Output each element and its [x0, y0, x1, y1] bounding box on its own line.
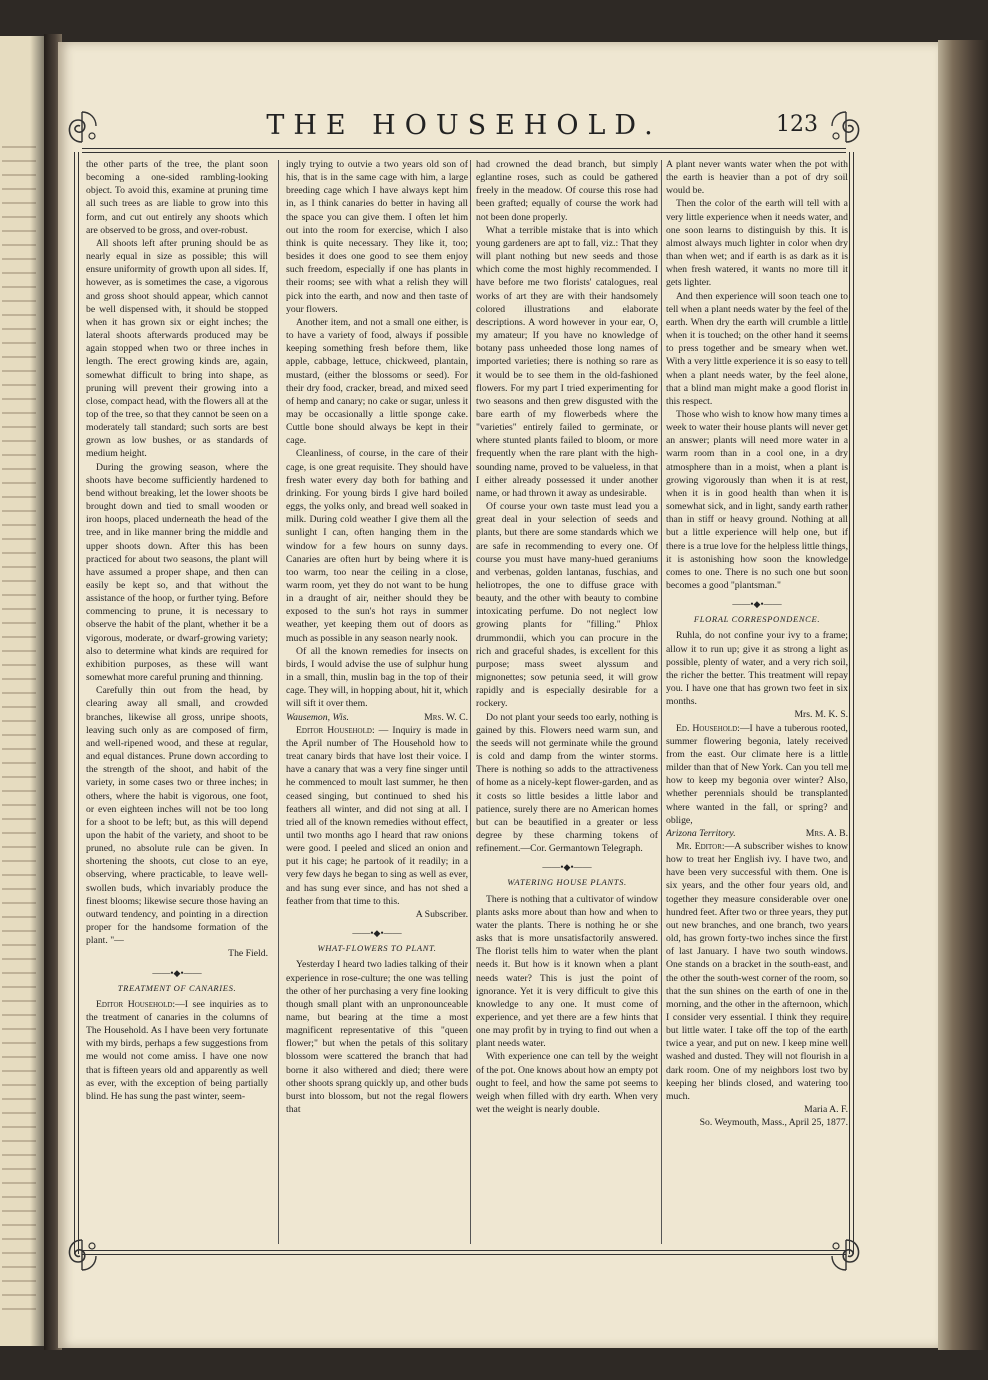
- letter-salutation: Editor Household: [296, 724, 372, 736]
- paragraph: [666, 840, 848, 1103]
- paragraph: [476, 224, 658, 500]
- paragraph-text: Do not plant your seeds too early, nothing is gained by this. Flowers need warm sun, and the seeds will not germinate while the ground is cold and damp from the winter storms. There is nothing so adds to the attractiveness of home as a nicely-kept flower-garden, and as it costs so little besides a little labor and patience, surely there are no American homes but can be beautified in a greater or less degree by these charming tokens of refinement.—Cor. Germantown Telegraph.: [476, 711, 658, 855]
- section-heading: WATERING HOUSE PLANTS.: [507, 877, 627, 888]
- paragraph: [666, 629, 848, 708]
- column-4: [666, 158, 848, 1246]
- paragraph: [666, 197, 848, 289]
- paragraph-text: Another item, and not a small one either, is to have a variety of food, always if possible keeping something fresh before them, like apple, cabbage, lettuce, chickweed, plantain, mustard, (either the blossoms or seed). For their dry food, cracker, bread, and mixed seed of hemp and canary; no cake or sugar, unless it may be occasionally a little sponge cake. Cuttle bone should always be kept in their cage.: [286, 316, 468, 447]
- paragraph: [286, 158, 468, 316]
- section-heading: FLORAL CORRESPONDENCE.: [693, 614, 821, 625]
- paragraph-text: ingly trying to outvie a two years old son of his, that is in the same cage with him, a large breeding cage which I have always kept him in, as I think canaries do better in having all the space you can give them. I often let him out into the room for exercise, which I also think is quite necessary. They like it, too; besides it does one good to see them enjoy such freedom, especially if one has plants in their rooms; see with what a relish they will pick into the earth, and now and then taste of your flowers.: [286, 159, 468, 315]
- section-heading: TREATMENT OF CANARIES.: [117, 982, 237, 993]
- section-flourish: ——•◆•——: [152, 967, 202, 978]
- paragraph: [666, 290, 848, 408]
- column-3: [476, 158, 658, 1246]
- signature-place: Arizona Territory.: [666, 827, 736, 839]
- frame-rule-bottom: [82, 1250, 846, 1251]
- column-rule: [278, 160, 279, 1244]
- paragraph: [666, 408, 848, 592]
- paragraph-text: Yesterday I heard two ladies talking of their experience in rose-culture; the one was telling the other of her purchasing a very fine looking though small plant with an unpronounceable name, but bearing at the time a most magnificent representative of this "queen flower;" but when the petals of this solitary blossom were scattered the branch that had borne it also withered and died; there were other shoots sprang quickly up, and other buds burst into blossom, but not the regal flowers that: [286, 959, 468, 1116]
- letter-salutation: Ed. Household: [676, 722, 738, 734]
- section-flourish: ——•◆•——: [732, 599, 782, 610]
- paragraph-text: During the growing season, where the shoots have become sufficiently hardened to bend without breaking, let the lower shoots be brought down and tied to small wooden or iron hoops, placed underneath the head of the tree, and in like manner bring the middle and upper shoots down. After this has been practiced for about two seasons, the plant will have assumed a proper shape, and then can easily be kept so, and that without the assistance of the hoop, or further tying. Before commencing to prune, it is necessary to observe the habit of the plant, whether it be a vigorous, moderate, or dwarf-growing variety; also to determine what kinds are required for exhibition purposes, as these will want somewhat more careful pruning and thinning.: [86, 461, 268, 684]
- signature: Maria A. F.: [804, 1104, 848, 1116]
- paragraph: [86, 684, 268, 947]
- paragraph: [476, 158, 658, 224]
- page: [58, 42, 938, 1348]
- column-rule: [661, 160, 662, 1244]
- page-frame: [70, 100, 858, 1260]
- paragraph-text: :—A subscriber wishes to know how to treat her English ivy. I have two, and have been very successful with them. One is six years, and the other four years old, and together they measure considerable over one hundred feet. After two or three years, they put out new branches, and one branch, two years old, has grown forty-two inches since the first of last January. I have two south windows. One stands on a bracket in the south-east, and the other the south-west corner of the room, so that the sun shines on the earth of one in the morning, and the other in the afternoon, which I consider very essential. I think they require but little water. I take off the top of the earth twice a year, and put on new. I keep mine well washed and dusted. They will not flourish in a dark room. One of my neighbors lost two by keeping her blinds closed, and watering too much.: [666, 840, 848, 1102]
- paragraph: [666, 158, 848, 197]
- page-number: 123: [776, 112, 818, 137]
- paragraph: [86, 158, 268, 237]
- paragraph-text: Of course your own taste must lead you a great deal in your selection of seeds and plants, but there are some standards which we are safe in recommending to every one. Of course you must have many-hued geraniums and verbenas, golden lantanas, fuschias, and heliotropes, the one to diffuse grace with beauty, and the other with beauty to combine intoxicating perfume. Do not neglect low growing plants for "filling." Phlox drummondii, which you can procure in the rich and graceful shades, is excellent for this purpose; mass sweet alyssum and mignonettes; sow petunia seed, it will grow rapidly and is especially desirable for a rockery.: [476, 501, 658, 710]
- signature: A Subscriber.: [415, 908, 468, 920]
- section-flourish: ——•◆•——: [352, 928, 402, 939]
- paragraph: [476, 893, 658, 1051]
- paragraph-text: There is nothing that a cultivator of window plants asks more about than how and when to water the plants. There is nothing he or she asks that is more unsatisfactorily answered. The florist tells him to water when the plant needs it. But how is it known when a plant needs water? This is just the point of ignorance. Yet it is very difficult to give this knowledge to any one. It must come of experience, and yet there are a few hints that one may profit by in trying to find out when a plant needs water.: [476, 893, 658, 1050]
- page-edge-right: [938, 40, 988, 1350]
- paragraph-text: Of all the known remedies for insects on birds, I would advise the use of sulphur hung in a small, thin, muslin bag in the top of their cage. They will, in hopping about, hit it, which will sift it over them.: [286, 645, 468, 710]
- paragraph: [286, 645, 468, 711]
- paragraph-text: : — Inquiry is made in the April number of The Household how to treat canary birds that have lost their voice. I have a canary that was a very fine singer until he commenced to moult last summer, he then ceased singing, but continued to shed his feathers all winter, and did not sing at all. I tried all of the known remedies without effect, until two months ago I heard that raw onions were good. I peeled and sliced an onion and put it his cage; he partook of it readily; in a very few days he began to sing as well as ever, and has sung ever since, and has not shed a feather from that time to this.: [286, 724, 468, 907]
- signature: The Field.: [228, 948, 268, 960]
- column-1: [86, 158, 268, 1246]
- paragraph-text: All shoots left after pruning should be as nearly equal in size as possible; this will ensure uniformity of growth upon all sides. If, however, as is sometimes the case, a vigorous and gross shoot should appear, which cannot be well dispensed with, it should be stopped when it has grown six or eight inches; the lateral shoots afterwards produced may be again stopped when two or three inches in length. The erect growing kinds are, again, somewhat difficult to bring into shape, as pruning will prevent their growing into a close, compact head, with the flowers all at the top of the tree, so that they cannot be seen on a moderately tall standard; such sorts are best grown as low bushes, or as standards of medium height.: [86, 237, 268, 460]
- signature: Mrs. M. K. S.: [794, 709, 848, 721]
- paragraph-text: :—I see inquiries as to the treatment of canaries in the columns of The Household. As I have been very fortunate with my birds, perhaps a few suggestions from me would not come amiss. I have one now that is fifteen years old and apparently as well as ever, with the exception of being partially blind. He has sung the past winter, seem-: [86, 998, 268, 1102]
- frame-rule-right: [853, 152, 854, 1254]
- paragraph-text: Carefully thin out from the head, by clearing away all small, and crowded branches, likewise all gross, unripe shoots, leaving such only as are composed of firm, and well-ripened wood, and these at regular, and equal distances. Prune down according to the strength of the shoot, and habit of the variety, in some cases two or three inches; in others, where the habit is vigorous, one foot, or even eighteen inches will not be too long for a shoot to be left; but, as this will depend upon the habit of the variety, and shoot to be pruned, no absolute rule can be given. In shortening the shoots, cut close to an eye, observing, where practicable, to leave well-swollen buds, which invariably produce the finest blooms; likewise secure those having an outward tendency, and pointing in a direction proper for the handsome formation of the plant. "—: [86, 685, 268, 947]
- paragraph-text: Then the color of the earth will tell with a very little experience when it needs water, and one soon learns to distinguish by this. It is almost always much lighter in color when dry than when wet; and if earth is as dark as it is when fresh watered, it wants no more till it gets lighter.: [666, 198, 848, 289]
- column-rule: [470, 160, 471, 1244]
- left-page-edge: [0, 36, 44, 1346]
- article-columns: [86, 158, 848, 1246]
- section-flourish: ——•◆•——: [542, 862, 592, 873]
- signature: So. Weymouth, Mass., April 25, 1877.: [699, 1117, 848, 1129]
- paragraph-text: And then experience will soon teach one to tell when a plant needs water by the feel of the earth. When dry the earth will crumble a little when it is touched; on the other hand it seems to press together and be smeary when wet. With a very little experience it is so easy to tell when a plant needs water, by the feel alone, that a blind man might make a good florist in this respect.: [666, 290, 848, 407]
- letter-salutation: Mr. Editor: [676, 840, 722, 852]
- paragraph: [476, 500, 658, 711]
- paragraph: [86, 461, 268, 685]
- paragraph: [286, 724, 468, 908]
- paragraph: [286, 316, 468, 448]
- section-heading: WHAT-FLOWERS TO PLANT.: [317, 943, 437, 954]
- paragraph-text: :—I have a tuberous rooted, summer flowering begonia, lately received from the east. Our climate here is a little milder than that of New York. Can you tell me how to keep my begonia over winter? Also, whether perennials should be transplanted where wanted in the fall, or spring? and oblige,: [666, 722, 848, 826]
- paragraph-text: Those who wish to know how many times a week to water their house plants will never get an answer; plants will need more water in a warm room than in a cool one, in a dry atmosphere than in a moist, when a plant is growing vigorously than when it is at rest, when it is in good health than when it is somewhat sick, and in light, sandy earth rather than in stiff or heavy ground. Nothing at all but a little experience will help one, but if there is a true love for the helpless little things, it is astonishing how soon the knowledge comes to one. There is no such one but soon becomes a good "plantsman.": [666, 408, 848, 591]
- column-2: [286, 158, 468, 1246]
- letter-salutation: Editor Household: [96, 998, 173, 1010]
- signature-line: [666, 827, 848, 840]
- paragraph: [476, 1050, 658, 1116]
- frame-rule-top: [82, 148, 846, 149]
- paragraph: [86, 237, 268, 461]
- signature-name: Mrs. W. C.: [424, 711, 468, 723]
- paragraph-text: With experience one can tell by the weight of the pot. One knows about how an empty pot ought to feel, and how the same pot seems to weigh when filled with dry earth. When very wet the weight is nearly double.: [476, 1051, 658, 1116]
- paragraph-text: had crowned the dead branch, but simply eglantine roses, such as could be gathered freely in the meadow. Of course this rose had been grafted; equally of course the work had not been done properly.: [476, 159, 658, 223]
- paragraph: [286, 958, 468, 1116]
- frame-rule-left: [74, 152, 75, 1254]
- masthead: [70, 110, 858, 150]
- paragraph-text: Ruhla, do not confine your ivy to a frame; allow it to run up; give it as strong a light as possible, plenty of water, and a very rich soil, the richer the better. This treatment will repay you. I have one that has grown two feet in six months.: [666, 630, 848, 708]
- paragraph-text: Cleanliness, of course, in the care of their cage, is one great requisite. They should have fresh water every day both for bathing and drinking. For young birds I give hard boiled eggs, the yolks only, and bread well soaked in milk. During cold weather I give them all the sunlight I can, often hanging them in the window for a few hours on sunny days. Canaries are often hurt by being where it is too warm, too near the ceiling in a close, warm room, yet they do not want to be hung in a draught of air, neither should they be exposed to the sun's hot rays in summer weather, yet keeping them out of doors as much as possible in any season nearly nook.: [286, 448, 468, 644]
- paragraph: [666, 722, 848, 827]
- masthead-title: THE HOUSEHOLD.: [266, 110, 662, 141]
- paragraph-text: A plant never wants water when the pot with the earth is heavier than a pot of dry soil would be.: [666, 159, 848, 197]
- paragraph: [286, 447, 468, 644]
- paragraph-text: What a terrible mistake that is into which young gardeners are apt to fall, viz.: That they will plant nothing but new seeds and those which come the most highly recommended. I have before me two florists' catalogues, real works of art they are with their handsomely colored illustrations and elaborate descriptions. A word however in your ear, O, my amateur; If you have no knowledge of botany pass unheeded those long names of imported varieties; there is nothing so rare as it would be to see them in the old-fashioned flowers. For my part I tried experimenting for two seasons and then grew disgusted with the bare earth of my flowerbeds where the "varieties" entirely failed to germinate, or where stunted plants failed to bloom, or more frequently when the rare plant with the high-sounding name, proved to be valueless, in that I either already possessed it under another name, or had thrown it away as undesirable.: [476, 224, 658, 499]
- signature-place: Wausemon, Wis.: [286, 711, 349, 723]
- paragraph: [476, 711, 658, 856]
- paragraph-text: the other parts of the tree, the plant soon becoming a one-sided rambling-looking object. To avoid this, examine at pruning time all such trees as are liable to grow into this form, and cut out entirely any shoots which are observed to be gross, and over-robust.: [86, 159, 268, 236]
- signature-name: Mrs. A. B.: [805, 827, 848, 839]
- signature-line: [286, 711, 468, 724]
- paragraph: [86, 998, 268, 1103]
